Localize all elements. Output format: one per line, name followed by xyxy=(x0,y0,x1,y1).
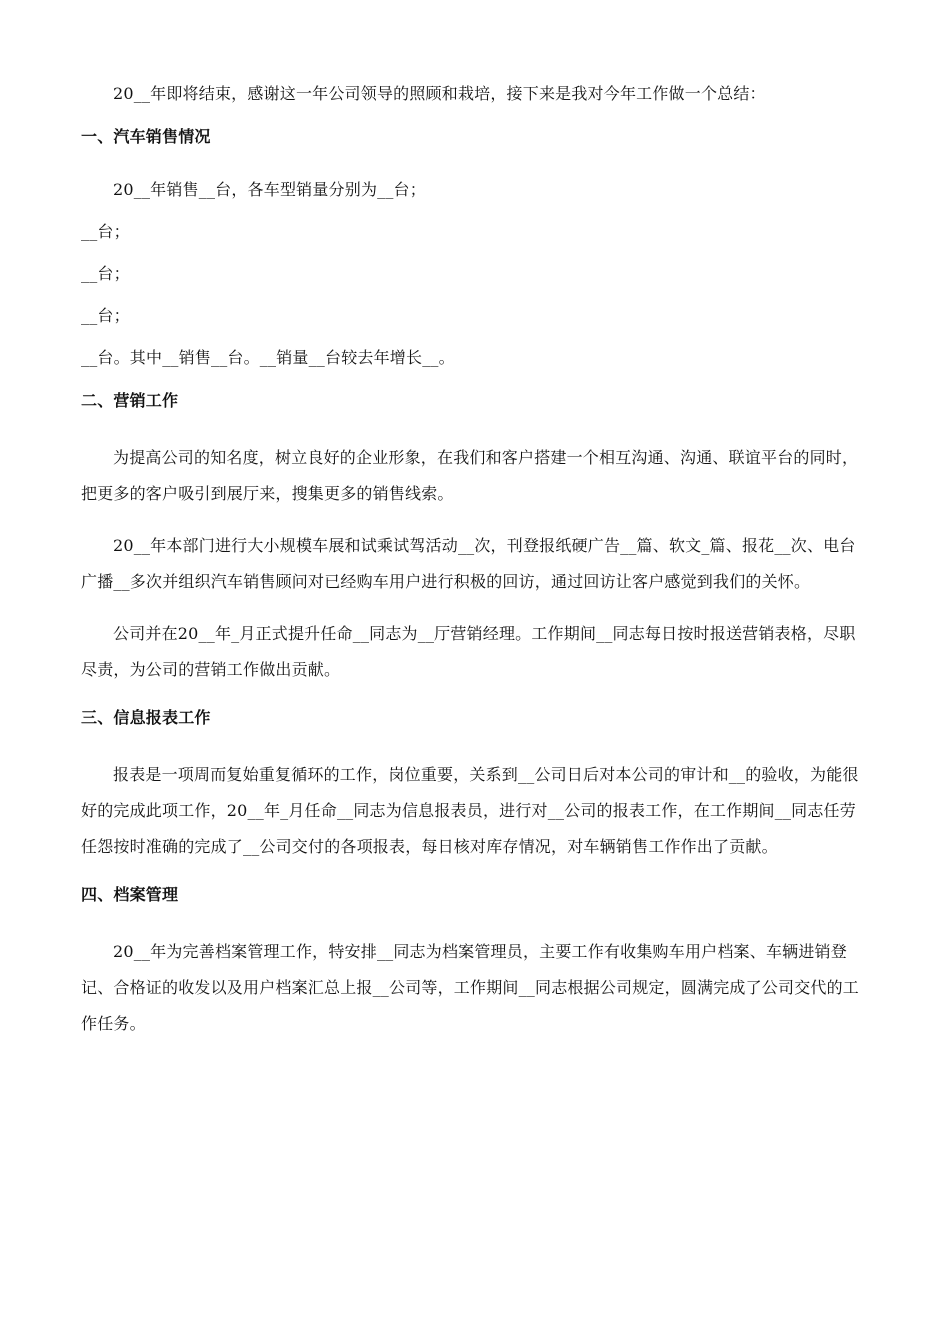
sales-line: __台。其中__销售__台。__销量__台较去年增长__。 xyxy=(81,348,455,367)
section-heading-archives: 四、档案管理 xyxy=(81,885,179,904)
sales-line: __台； xyxy=(81,306,130,325)
document-page xyxy=(81,80,871,1042)
intro-paragraph: 20__年即将结束，感谢这一年公司领导的照顾和栽培，接下来是我对今年工作做一个总结： xyxy=(113,84,766,103)
sales-paragraph: 20__年销售__台，各车型销量分别为__台； xyxy=(113,180,426,199)
reports-paragraph: 报表是一项周而复始重复循环的工作，岗位重要，关系到__公司日后对本公司的审计和__的验收，为能很好的完成此项工作，20__年_月任命__同志为信息报表员，进行对__公司的报表工作，在工作期间__同志任劳任怨按时准确的完成了__公司交付的各项报表，每日核对库存情况，对车辆销售工作作出了贡献。 xyxy=(81,765,859,856)
sales-line: __台； xyxy=(81,222,130,241)
marketing-paragraph: 公司并在20__年_月正式提升任命__同志为__厅营销经理。工作期间__同志每日按时报送营销表格，尽职尽责，为公司的营销工作做出贡献。 xyxy=(81,624,856,679)
section-heading-marketing: 二、营销工作 xyxy=(81,391,179,410)
sales-line: __台； xyxy=(81,264,130,283)
section-heading-car-sales: 一、汽车销售情况 xyxy=(81,127,211,146)
archives-paragraph: 20__年为完善档案管理工作，特安排__同志为档案管理员，主要工作有收集购车用户档案、车辆进销登记、合格证的收发以及用户档案汇总上报__公司等，工作期间__同志根据公司规定，圆满完成了公司交代的工作任务。 xyxy=(81,942,860,1033)
marketing-paragraph: 为提高公司的知名度，树立良好的企业形象，在我们和客户搭建一个相互沟通、沟通、联谊平台的同时，把更多的客户吸引到展厅来，搜集更多的销售线索。 xyxy=(81,448,859,503)
marketing-paragraph: 20__年本部门进行大小规模车展和试乘试驾活动__次，刊登报纸硬广告__篇、软文_篇、报花__次、电台广播__多次并组织汽车销售顾问对已经购车用户进行积极的回访，通过回访让客户感觉到我们的关怀。 xyxy=(81,536,856,591)
section-heading-reports: 三、信息报表工作 xyxy=(81,708,211,727)
